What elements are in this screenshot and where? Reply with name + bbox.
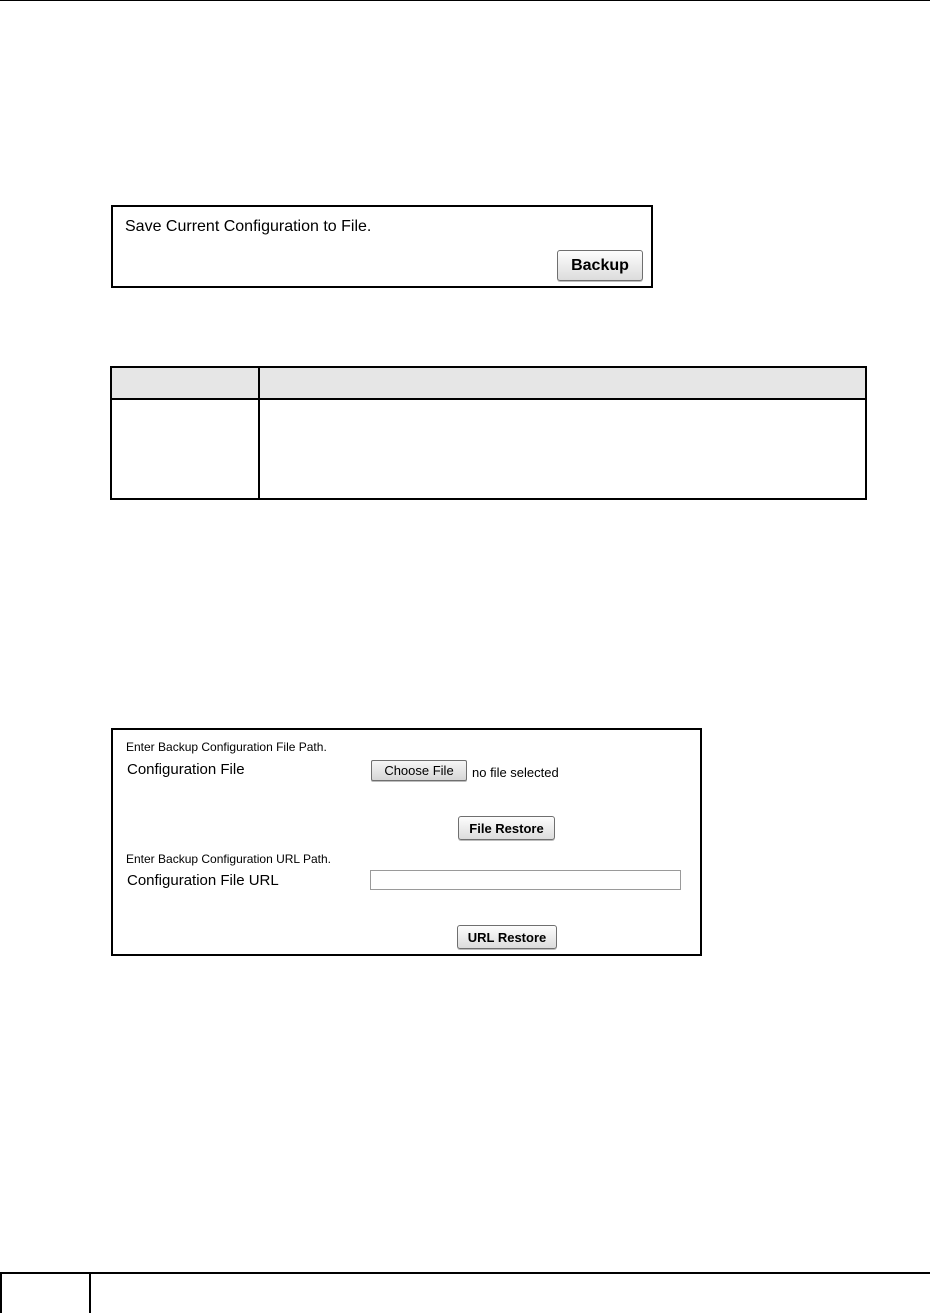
table-header-label: [111, 367, 259, 399]
table-cell-description: [259, 399, 866, 499]
table-header-row: [111, 367, 866, 399]
choose-file-button[interactable]: Choose File: [371, 760, 467, 781]
field-description-table: [110, 366, 867, 500]
table-row: [111, 399, 866, 499]
file-status-text: no file selected: [472, 765, 559, 780]
configuration-file-url-label: Configuration File URL: [127, 872, 279, 889]
footer-rule: [0, 1272, 930, 1274]
configuration-file-url-input[interactable]: [370, 870, 681, 890]
backup-panel: [111, 205, 653, 288]
restore-panel: [111, 728, 702, 956]
header-rule: [0, 0, 930, 1]
page-number-box: [0, 1272, 91, 1313]
table-header-description: [259, 367, 866, 399]
backup-button[interactable]: Backup: [557, 250, 643, 281]
table-cell-label: [111, 399, 259, 499]
url-path-hint: Enter Backup Configuration URL Path.: [126, 852, 332, 866]
url-restore-button[interactable]: URL Restore: [457, 925, 557, 949]
configuration-file-label: Configuration File: [127, 761, 245, 778]
file-restore-button[interactable]: File Restore: [458, 816, 555, 840]
backup-description: Save Current Configuration to File.: [125, 218, 372, 235]
file-path-hint: Enter Backup Configuration File Path.: [126, 740, 327, 754]
